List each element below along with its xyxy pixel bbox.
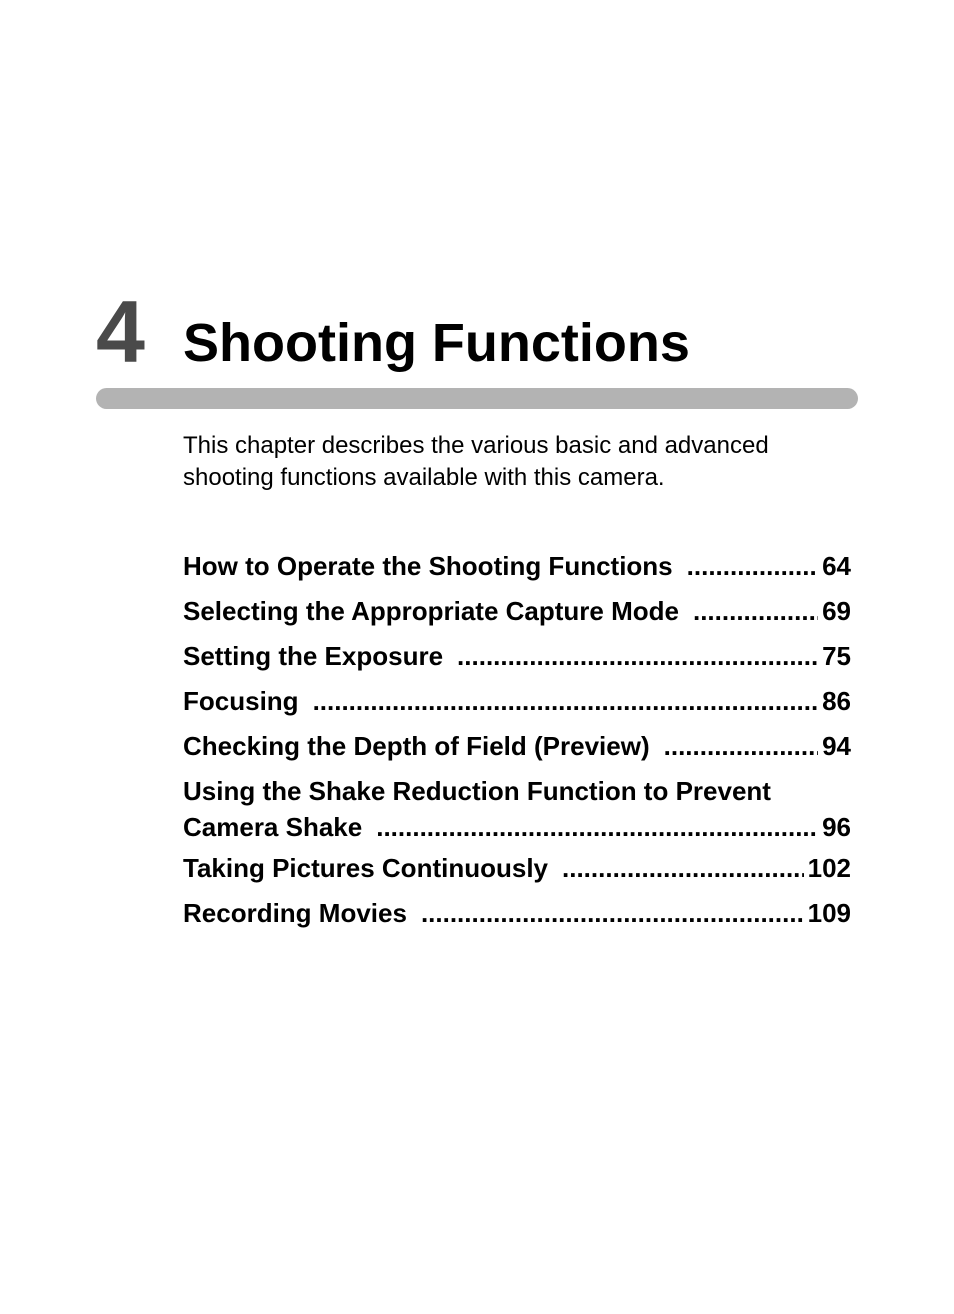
toc-leader bbox=[693, 593, 818, 629]
intro-line: This chapter describes the various basic and advanced bbox=[183, 432, 769, 459]
toc-entry-label-line1: Using the Shake Reduction Function to Prevent bbox=[183, 776, 771, 806]
toc-entry-operate[interactable] bbox=[183, 548, 851, 593]
toc-leader bbox=[457, 638, 818, 674]
toc-leader bbox=[687, 548, 818, 584]
toc-leader bbox=[421, 895, 804, 931]
toc-entry-focusing[interactable] bbox=[183, 683, 851, 728]
toc-entry-label: Camera Shake bbox=[183, 812, 363, 842]
toc-entry-capture-mode[interactable] bbox=[183, 593, 851, 638]
chapter-title: Shooting Functions bbox=[183, 313, 690, 373]
toc-page-number: 96 bbox=[822, 812, 851, 842]
toc-entry-movies[interactable] bbox=[183, 895, 851, 940]
toc-page-number: 109 bbox=[807, 898, 851, 928]
toc-entry-depth-of-field[interactable] bbox=[183, 728, 851, 773]
toc-page-number: 69 bbox=[822, 596, 851, 626]
toc-entry-exposure[interactable] bbox=[183, 638, 851, 683]
chapter-intro bbox=[183, 430, 863, 494]
toc-entry-label: Setting the Exposure bbox=[183, 641, 444, 671]
toc-entry-shake-reduction[interactable] bbox=[183, 773, 851, 850]
toc-leader bbox=[313, 683, 819, 719]
toc-entry-label: How to Operate the Shooting Functions bbox=[183, 551, 673, 581]
toc-entry-label: Selecting the Appropriate Capture Mode bbox=[183, 596, 679, 626]
toc-entry-label: Recording Movies bbox=[183, 898, 407, 928]
toc-page-number: 64 bbox=[822, 551, 851, 581]
toc-entry-continuous[interactable] bbox=[183, 850, 851, 895]
toc-page-number: 102 bbox=[807, 853, 851, 883]
toc-entry-label: Focusing bbox=[183, 686, 299, 716]
toc-entry-label: Taking Pictures Continuously bbox=[183, 853, 549, 883]
toc-page-number: 86 bbox=[822, 686, 851, 716]
toc-page-number: 94 bbox=[822, 731, 851, 761]
chapter-number: 4 bbox=[96, 282, 145, 381]
toc-leader bbox=[376, 809, 818, 845]
table-of-contents bbox=[183, 548, 851, 940]
chapter-rule bbox=[96, 388, 858, 409]
toc-leader bbox=[664, 728, 818, 764]
intro-line: shooting functions available with this camera. bbox=[183, 464, 665, 491]
toc-leader bbox=[562, 850, 804, 886]
toc-page-number: 75 bbox=[822, 641, 851, 671]
toc-entry-label: Checking the Depth of Field (Preview) bbox=[183, 731, 650, 761]
